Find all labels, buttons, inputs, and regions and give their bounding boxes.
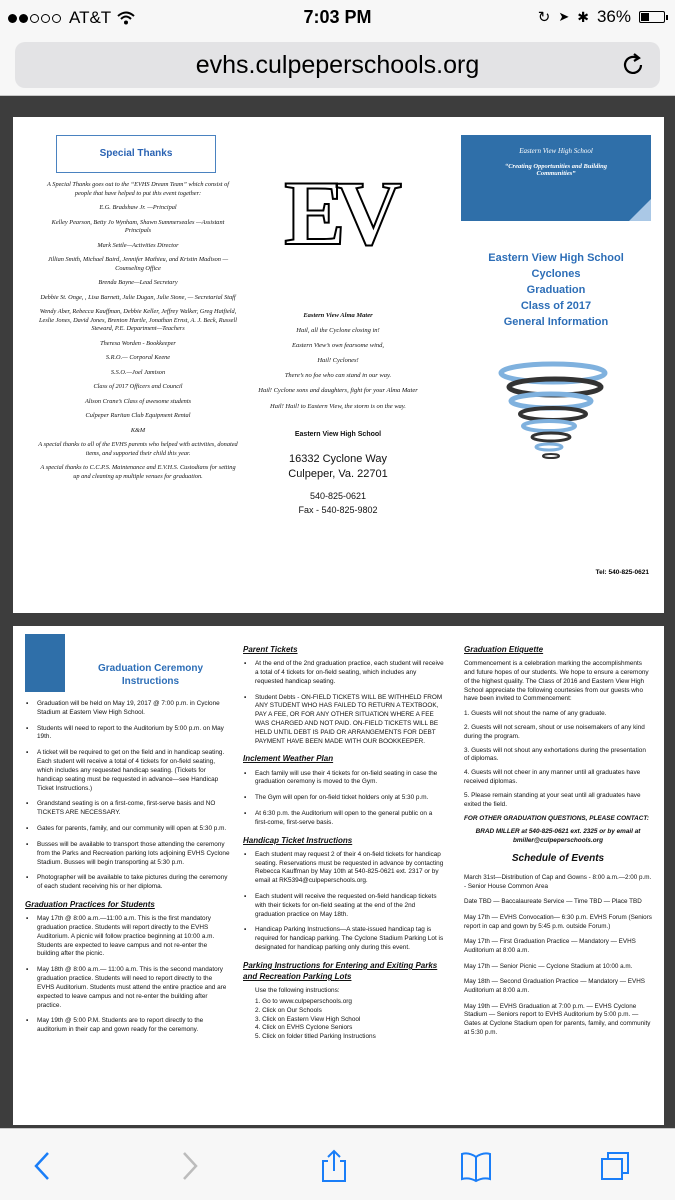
parent-ticket-item: ▪ Student Debts - ON-FIELD TICKETS WILL BE WITHHELD FROM ANY STUDENT WHO HAS FAILED TO RETURN A TEXTBOOK, PAY A FEE, OR FOR ANY OTHER SITUATION WHERE A FEE WAS CHARGED AND NOT PAID. ON-FIELD TICKETS WILL BE HELD UNTIL DEBT IS PAID OR ARRANGEMENTS FOR DEBT PAYMENT HAVE BEEN MADE WITH OUR BOOKKEEPER. (243, 694, 445, 747)
alma-line: Hail! Cyclones! (317, 357, 359, 365)
ceremony-item: ▪ Graduation will be held on May 19, 2017 @ 7:00 p.m. in Cyclone Stadium at Eastern View High School. (25, 700, 230, 718)
thanks-line: Mark Settle—Activities Director (97, 241, 179, 249)
thanks-line: Brenda Bayne—Lead Secretary (98, 279, 178, 286)
alma-title: Eastern View Alma Mater (303, 312, 373, 319)
handicap-list (243, 851, 445, 953)
ev-logo: EV (284, 162, 392, 264)
ceremony-banner (25, 634, 65, 692)
weather-item: ▪ At 6:30 p.m. the Auditorium will open to the general public on a first-come, first-serve basis. (243, 810, 445, 828)
brochure-page-1 (13, 117, 664, 613)
brochure-title (461, 251, 651, 331)
cover-column (461, 135, 651, 476)
banner-corner (629, 199, 651, 221)
etiquette-list (464, 710, 652, 809)
schedule-item: Date TBD — Baccalaureate Service — Time TBD — Place TBD (464, 898, 642, 906)
ceremony-title: Graduation Ceremony Instructions (97, 663, 204, 687)
schedule-item: May 17th — First Graduation Practice — Mandatory — EVHS Auditorium at 8:00 a.m. (464, 938, 636, 955)
back-icon[interactable] (28, 1149, 60, 1183)
location-icon: ➤ (558, 9, 570, 24)
banner-school-name: Eastern View High School (519, 147, 593, 155)
contact-info: BRAD MILLER at 540-825-0621 ext. 2325 or by email at bmiller@culpeperschools.org (475, 828, 641, 845)
schedule-item: March 31st—Distribution of Cap and Gowns - 8:00 a.m.—2:00 p.m. - Senior House Common Area (464, 873, 652, 890)
parking-step: 1. Go to www.culpeperschools.org (255, 997, 352, 1005)
practices-title: Graduation Practices for Students (25, 900, 155, 910)
battery-percent: 36% (596, 7, 631, 26)
weather-list (243, 770, 445, 828)
parking-steps (243, 998, 445, 1042)
alma-line: Hail! Cyclone sons and daughters, fight for your Alma Mater (258, 387, 418, 395)
alma-lyrics (258, 326, 418, 411)
etiquette-item: 1. Guests will not shout the name of any graduate. (464, 710, 607, 718)
thanks-line: Culpeper Ruritan Club Equipment Rental (85, 412, 191, 419)
thanks-line: Wendy Aber, Rebecca Kauffman, Debbie Keller, Jeffrey Walker, Greg Hatfield, Leslie Jones, David Jones, Brenton Hartle, Jonathan Ernst, A. J. Beck, Russell Steward, P.E. Department—Teachers (39, 308, 237, 332)
alma-line: Hail! Hail! to Eastern View, the storm is on the way. (270, 402, 406, 410)
thanks-line: S.S.O.—Joel Jamison (110, 368, 166, 376)
parking-step: 3. Click on Eastern View High School (255, 1015, 361, 1023)
special-thanks-column (38, 135, 238, 487)
thanks-line: Alison Crane’s Class of awesome students (84, 397, 192, 405)
parking-step: 4. Click on EVHS Cyclone Seniors (255, 1024, 353, 1032)
ceremony-item: ▪ Busses will be available to transport those attending the ceremony from the Parks and Recreation parking lots adjoining EVHS Cyclone Stadium. Busses will begin transporting at 5:30 p.m. (25, 841, 230, 867)
parking-title: Parking Instructions for Entering and Exiting Parks and Recreation Parking Lots (243, 960, 438, 981)
browser-header (0, 34, 675, 96)
etiquette-item: 2. Guests will not scream, shout or use noisemakers of any kind during the program. (464, 724, 645, 740)
thanks-line: A special thanks to all of the EVHS parents who helped with activities, donated items, and supported their child this year. (38, 441, 238, 457)
ceremony-item: ▪ Gates for parents, family, and our community will open at 5:30 p.m. (25, 825, 230, 834)
ceremony-item: ▪ Grandstand seating is on a first-come, first-serve basis and NO TICKETS ARE NECESSARY. (25, 800, 230, 818)
browser-toolbar (0, 1128, 675, 1200)
tornado-icon (491, 361, 621, 471)
etiquette-item: 4. Guests will not cheer in any manner until all graduates have received diplomas. (464, 769, 641, 786)
parent-tickets-title: Parent Tickets (243, 645, 298, 654)
thanks-line: Kelley Pearson, Betty Jo Wynham, Shawn Summerseales —Assistant Principals (51, 218, 225, 234)
practice-item: ▪ May 19th @ 5:00 P.M. Students are to report directly to the auditorium in their cap and gown ready for the ceremony. (25, 1017, 230, 1035)
address-line-1: 16332 Cyclone Way (288, 452, 388, 465)
brochure-page-2 (13, 626, 664, 1125)
rotation-lock-icon: ↻ (537, 9, 551, 26)
fax-number: Fax - 540-825-9802 (298, 504, 378, 515)
alma-mater-column (258, 162, 418, 517)
thanks-line: A special thanks to C.C.P.S. Maintenance and E.V.H.S. Custodians for setting up and cleaning up multiple venues for graduation. (40, 464, 236, 480)
parking-step: 5. Click on folder titled Parking Instructions (255, 1033, 376, 1041)
thanks-line: A Special Thanks goes out to the “EVHS Dream Team” which consist of people that have helped to put this event together: (46, 181, 230, 197)
practice-item: ▪ May 17th @ 8:00 a.m.—11:00 a.m. This is the first mandatory graduation practice. Students will report directly to the EVHS Auditorium. A picnic will follow practice beginning at 10:00 a.m. Students are expected to leave campus and not re-enter the building after the picnic. (25, 915, 230, 959)
alma-line: Eastern View’s own fearsome wind, (291, 342, 385, 350)
schedule-item: May 17th — Senior Picnic — Cyclone Stadium at 10:00 a.m. (464, 962, 633, 970)
schedule-list (464, 874, 652, 1038)
ceremony-item: ▪ Photographer will be available to take pictures during the ceremony of each student receiving his or her diploma. (25, 874, 230, 892)
bluetooth-icon: ✱ (577, 8, 589, 25)
etiquette-column (464, 644, 652, 1045)
thanks-line: S.R.O.— Corporal Keene (105, 354, 171, 361)
thanks-line: E.G. Bradshaw Jr. —Principal (99, 204, 177, 211)
title-line: Class of 2017 (520, 299, 592, 312)
reload-icon[interactable] (620, 52, 646, 78)
thanks-list (38, 181, 238, 481)
school-banner (461, 135, 651, 221)
address-line-2: Culpeper, Va. 22701 (288, 468, 388, 481)
alma-line: Hail, all the Cyclone closing in! (296, 327, 380, 335)
thanks-line: Jillian Smith, Michael Baird, Jennifer Mathieu, and Kristin Madison —Counseling Office (47, 256, 229, 272)
address-bar[interactable] (15, 42, 660, 88)
schedule-item: May 17th — EVHS Convocation— 6:30 p.m. EVHS Forum (Seniors report in cap and gown by 5:45 p.m. outside Forum.) (464, 913, 652, 930)
handicap-item: ▪ Each student may request 2 of their 4 on-field tickets for handicap seating. Reservations must be requested in advance by contacting Rebecca Kauffman by May 10th at 540-825-0621 ext. 2317 or by email at RK5394@culpeperschools.org. (243, 851, 445, 886)
handicap-item: ▪ Each student will receive the requested on-field handicap tickets with their tickets for on-field seating at the end of the 2nd graduation practice on May 18th. (243, 893, 445, 919)
carrier-label: AT&T (69, 8, 112, 27)
url-text: evhs.culpeperschools.org (195, 51, 480, 79)
thanks-line: K&M (130, 426, 146, 434)
thanks-line: Debbie St. Onge, , Lisa Barnett, Julie Dugan, Julie Stone, — Secretarial Staff (40, 293, 236, 301)
schedule-item: May 18th — Second Graduation Practice — Mandatory — EVHS Auditorium at 8:00 a.m. (464, 978, 645, 995)
title-line: Eastern View High School (488, 252, 624, 264)
etiquette-item: 3. Guests will not shout any exhortations during the presentation of diplomas. (464, 746, 646, 763)
parking-intro: Use the following instructions: (255, 987, 340, 995)
thanks-line: Class of 2017 Officers and Council (93, 383, 183, 390)
parking-step: 2. Click on Our Schools (255, 1006, 322, 1014)
etiquette-item: 5. Please remain standing at your seat until all graduates have exited the field. (464, 791, 641, 808)
title-line: General Information (503, 315, 609, 328)
thanks-line: Theresa Worden - Bookkeeper (100, 339, 176, 347)
handicap-item: ▪ Handicap Parking Instructions—A state-issued handicap tag is required for handicap parking. The Cyclone Stadium Parking Lot is designated for handicap parking only during this event. (243, 926, 445, 952)
cover-phone: Tel: 540-825-0621 (595, 569, 649, 576)
parent-ticket-item: ▪ At the end of the 2nd graduation practice, each student will receive a total of 4 tickets for on-field seating, which includes any requested handicap seating. (243, 660, 445, 686)
banner-motto: “Creating Opportunities and Building Communities” (504, 163, 608, 177)
tickets-column (243, 644, 445, 1042)
practice-item: ▪ May 18th @ 8:00 a.m.— 11:00 a.m. This is the second mandatory graduation practice. Students will need to report directly to the EVHS Auditorium. Students must attend the entire practice and are expected to leave campus and not re-enter the building after practice. (25, 966, 230, 1010)
bookmarks-icon[interactable] (460, 1149, 492, 1183)
forward-icon[interactable] (172, 1149, 204, 1183)
status-bar (0, 0, 675, 34)
schedule-item: May 19th — EVHS Graduation at 7:00 p.m. — EVHS Cyclone Stadium — Seniors report to EVHS Auditorium by 5:00 p.m. — Gates at Cyclone Stadium open for parents, family, and community at 5:30 p.m. (464, 1002, 651, 1036)
weather-item: ▪ Each family will use their 4 tickets for on-field seating in case the graduation ceremony is moved to the Gym. (243, 770, 445, 788)
etiquette-title: Graduation Etiquette (464, 645, 544, 654)
ceremony-item: ▪ Students will need to report to the Auditorium by 5:00 p.m. on May 19th. (25, 725, 230, 743)
title-line: Cyclones (531, 267, 581, 280)
schedule-title: Schedule of Events (511, 853, 605, 865)
phone-number: 540-825-0621 (309, 491, 367, 502)
handicap-title: Handicap Ticket Instructions (243, 835, 353, 845)
weather-item: ▪ The Gym will open for on-field ticket holders only at 5:30 p.m. (243, 794, 445, 803)
alma-line: There’s no foe who can stand in our way. (284, 372, 392, 380)
weather-title: Inclement Weather Plan (243, 754, 334, 764)
practice-list (25, 915, 230, 1035)
title-line: Graduation (526, 283, 586, 296)
tabs-icon[interactable] (600, 1149, 632, 1183)
share-icon[interactable] (318, 1149, 350, 1183)
contact-title: FOR OTHER GRADUATION QUESTIONS, PLEASE CONTACT: (464, 814, 649, 822)
ceremony-list (25, 700, 230, 892)
battery-icon (639, 11, 665, 23)
ceremony-column (25, 634, 230, 1042)
etiquette-intro: Commencement is a celebration marking the accomplishments and future hopes of our students. We hope to ensure a ceremony of the highest quality. The Class of 2016 and Eastern View High School appreciate the following courtesies from our guests who have been invited to Commencement: (464, 660, 649, 703)
parent-tickets-list (243, 660, 445, 746)
ceremony-item: ▪ A ticket will be required to get on the field and in handicap seating. Each student will receive a total of 4 tickets for on-field seating, which includes any requested handicap seating. (Tickets for handicap seating must be requested in advance—see Handicap Ticket Instructions.) (25, 749, 230, 793)
special-thanks-title: Special Thanks (56, 135, 216, 173)
school-name: Eastern View High School (294, 430, 382, 438)
clock: 7:03 PM (303, 7, 372, 27)
